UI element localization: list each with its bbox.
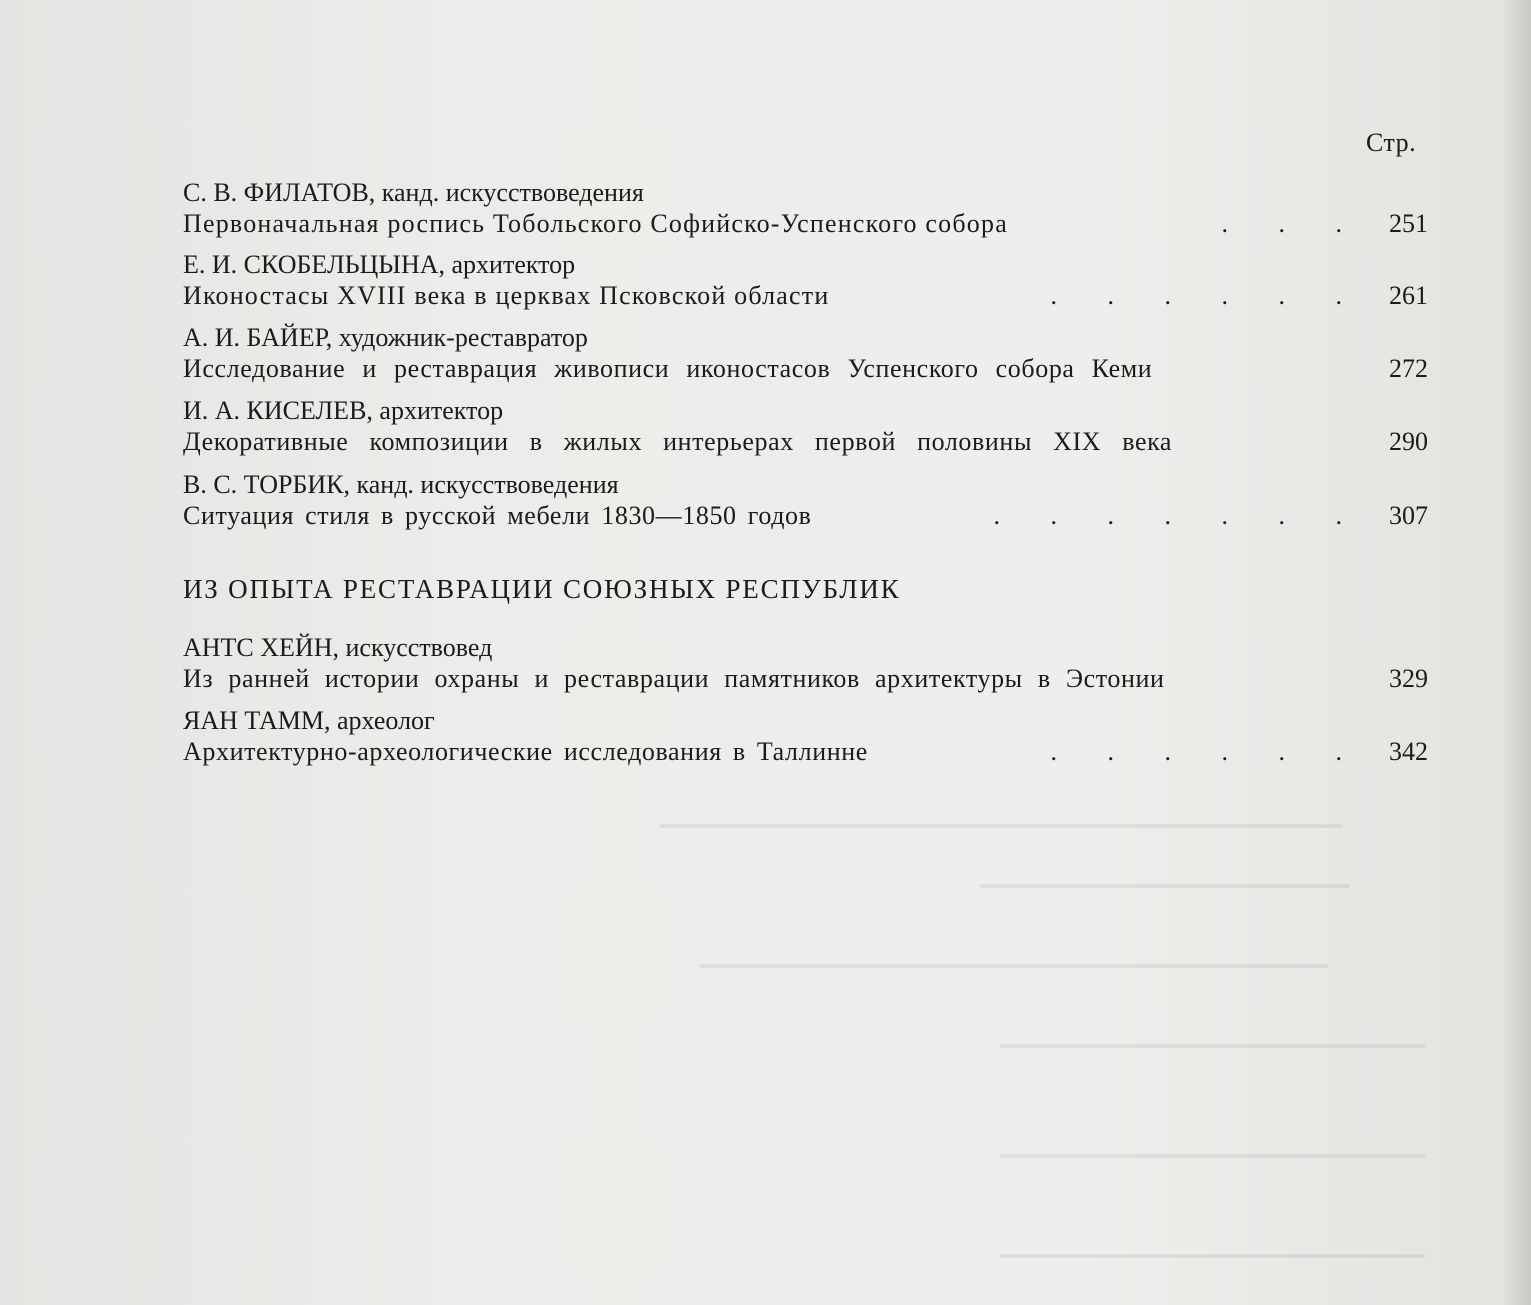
entry-title-row	[183, 500, 1428, 532]
entry-author: АНТС ХЕЙН, искусствовед	[183, 633, 493, 662]
entry-title: Из ранней истории охраны и реставрации памятников архитектуры в Эстонии	[183, 664, 1165, 693]
dot-leaders: . . . . . .	[1050, 281, 1364, 310]
section-heading: ИЗ ОПЫТА РЕСТАВРАЦИИ СОЮЗНЫХ РЕСПУБЛИК	[183, 574, 901, 604]
entry-title-row	[183, 353, 1428, 385]
entry-page-number: 342	[1389, 737, 1428, 766]
toc-entry	[183, 250, 1428, 312]
entry-title: Исследование и реставрация живописи иконостасов Успенского собора Кеми	[183, 354, 1153, 383]
entry-title-row	[183, 663, 1428, 695]
page-edge-shadow	[1501, 0, 1531, 1305]
dot-leaders: . . . . . .	[1050, 737, 1364, 766]
entry-title: Иконостасы XVIII века в церквах Псковской области	[183, 281, 830, 310]
bleed-through-decoration: ▁▁▁▁▁▁▁▁▁▁▁▁▁▁▁▁▁▁▁▁	[980, 862, 1350, 888]
entry-title-row	[183, 280, 1428, 312]
bleed-through-decoration: ▁▁▁▁▁▁▁▁▁▁▁▁▁▁▁▁▁▁▁▁▁▁▁▁▁▁▁▁▁▁▁▁▁▁	[700, 942, 1328, 968]
entry-author: С. В. ФИЛАТОВ, канд. искусствоведения	[183, 178, 644, 207]
entry-author: А. И. БАЙЕР, художник-реставратор	[183, 323, 588, 352]
toc-entry	[183, 470, 1428, 532]
entry-page-number: 261	[1389, 281, 1428, 310]
bleed-through-decoration: ▁▁▁▁▁▁▁▁▁▁▁▁▁▁▁▁▁▁▁▁▁▁▁	[1000, 1132, 1425, 1158]
entry-page-number: 272	[1389, 354, 1428, 383]
entry-title-row	[183, 736, 1428, 768]
toc-entry	[183, 706, 1428, 768]
entry-page-number: 251	[1389, 209, 1428, 238]
entry-author: Е. И. СКОБЕЛЬЦЫНА, архитектор	[183, 250, 576, 279]
page-column-header: Стр.	[1366, 128, 1417, 157]
entry-page-number: 307	[1389, 501, 1428, 530]
entry-title: Архитектурно-археологические исследования в Таллинне	[183, 737, 868, 766]
entry-page-number: 329	[1389, 664, 1428, 693]
entry-author: В. С. ТОРБИК, канд. искусствоведения	[183, 470, 619, 499]
dot-leaders: . . . . . . .	[993, 501, 1364, 530]
entry-title: Ситуация стиля в русской мебели 1830—1850 годов	[183, 501, 812, 530]
toc-entry	[183, 323, 1428, 385]
bleed-through-decoration: ▁▁▁▁▁▁▁▁▁▁▁▁▁▁▁▁▁▁▁▁▁▁▁	[1000, 1232, 1425, 1258]
entry-page-number: 290	[1389, 427, 1428, 456]
entry-author: ЯАН ТАММ, археолог	[183, 706, 435, 735]
entry-title: Первоначальная роспись Тобольского Софийско-Успенского собора	[183, 209, 1008, 238]
toc-entry	[183, 633, 1428, 695]
bleed-through-decoration: ▁▁▁▁▁▁▁▁▁▁▁▁▁▁▁▁▁▁▁▁▁▁▁	[1000, 1022, 1425, 1048]
dot-leaders: . . .	[1221, 209, 1364, 238]
entry-title-row	[183, 426, 1428, 458]
bleed-through-decoration: ▁▁▁▁▁▁▁▁▁▁▁▁▁▁▁▁▁▁▁▁▁▁▁▁▁▁▁▁▁▁▁▁▁▁▁▁▁	[660, 802, 1343, 828]
entry-author: И. А. КИСЕЛЕВ, архитектор	[183, 396, 504, 425]
toc-entry	[183, 178, 1428, 240]
toc-entry	[183, 396, 1428, 458]
entry-title-row	[183, 208, 1428, 240]
entry-title: Декоративные композиции в жилых интерьерах первой половины XIX века	[183, 427, 1173, 456]
